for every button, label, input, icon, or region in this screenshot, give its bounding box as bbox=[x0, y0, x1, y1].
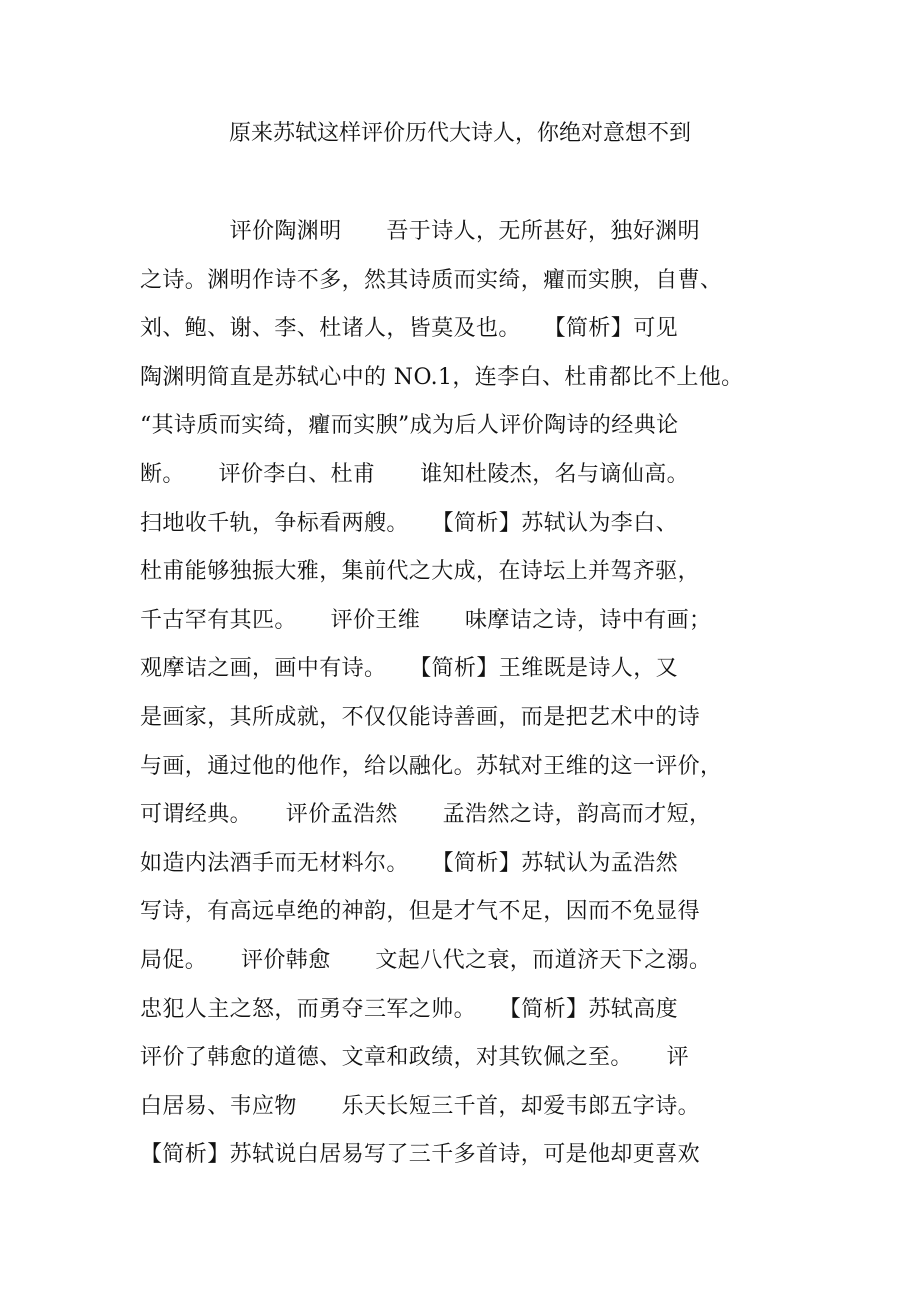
document-body bbox=[140, 215, 800, 1187]
body-line-10: 观摩诘之画，画中有诗。 【简析】王维既是诗人，又 bbox=[140, 656, 679, 682]
body-line-8: 杜甫能够独振大雅，集前代之大成，在诗坛上并驾齐驱， bbox=[140, 559, 701, 585]
body-line-17: 忠犯人主之怒，而勇夺三军之帅。 【简析】苏轼高度 bbox=[140, 996, 679, 1022]
body-line-4: 陶渊明简直是苏轼心中的 NO.1，连李白、杜甫都比不上他。 bbox=[140, 364, 744, 390]
body-line-5: “其诗质而实绮，癯而实腴”成为后人评价陶诗的经典论 bbox=[140, 413, 679, 439]
body-line-1: 评价陶渊明 吾于诗人，无所甚好，独好渊明 bbox=[140, 219, 701, 244]
body-line-16: 局促。 评价韩愈 文起八代之衰，而道济天下之溺。 bbox=[140, 947, 712, 973]
body-line-2: 之诗。渊明作诗不多，然其诗质而实绮，癯而实腴，自曹、 bbox=[140, 267, 723, 293]
body-line-11: 是画家，其所成就，不仅仅能诗善画，而是把艺术中的诗 bbox=[140, 704, 701, 730]
body-line-12: 与画，通过他的他作，给以融化。苏轼对王维的这一评价， bbox=[140, 753, 723, 779]
body-line-14: 如造内法酒手而无材料尔。 【简析】苏轼认为孟浩然 bbox=[140, 850, 679, 876]
body-line-9: 千古罕有其匹。 评价王维 味摩诘之诗，诗中有画； bbox=[140, 607, 712, 633]
body-line-6: 断。 评价李白、杜甫 谁知杜陵杰，名与谪仙高。 bbox=[140, 461, 690, 487]
body-line-15: 写诗，有高远卓绝的神韵，但是才气不足，因而不免显得 bbox=[140, 899, 701, 925]
body-line-18: 评价了韩愈的道德、文章和政绩，对其钦佩之至。 评 bbox=[140, 1045, 690, 1071]
document-title: 原来苏轼这样评价历代大诗人，你绝对意想不到 bbox=[228, 121, 691, 146]
body-line-3: 刘、鲍、谢、李、杜诸人，皆莫及也。 【简析】可见 bbox=[140, 316, 679, 342]
body-line-20: 【简析】苏轼说白居易写了三千多首诗，可是他却更喜欢 bbox=[140, 1142, 701, 1168]
body-line-13: 可谓经典。 评价孟浩然 孟浩然之诗，韵高而才短， bbox=[140, 802, 712, 828]
body-line-19: 白居易、韦应物 乐天长短三千首，却爱韦郎五字诗。 bbox=[140, 1093, 701, 1119]
body-line-7: 扫地收千轨，争标看两艘。 【简析】苏轼认为李白、 bbox=[140, 510, 679, 536]
